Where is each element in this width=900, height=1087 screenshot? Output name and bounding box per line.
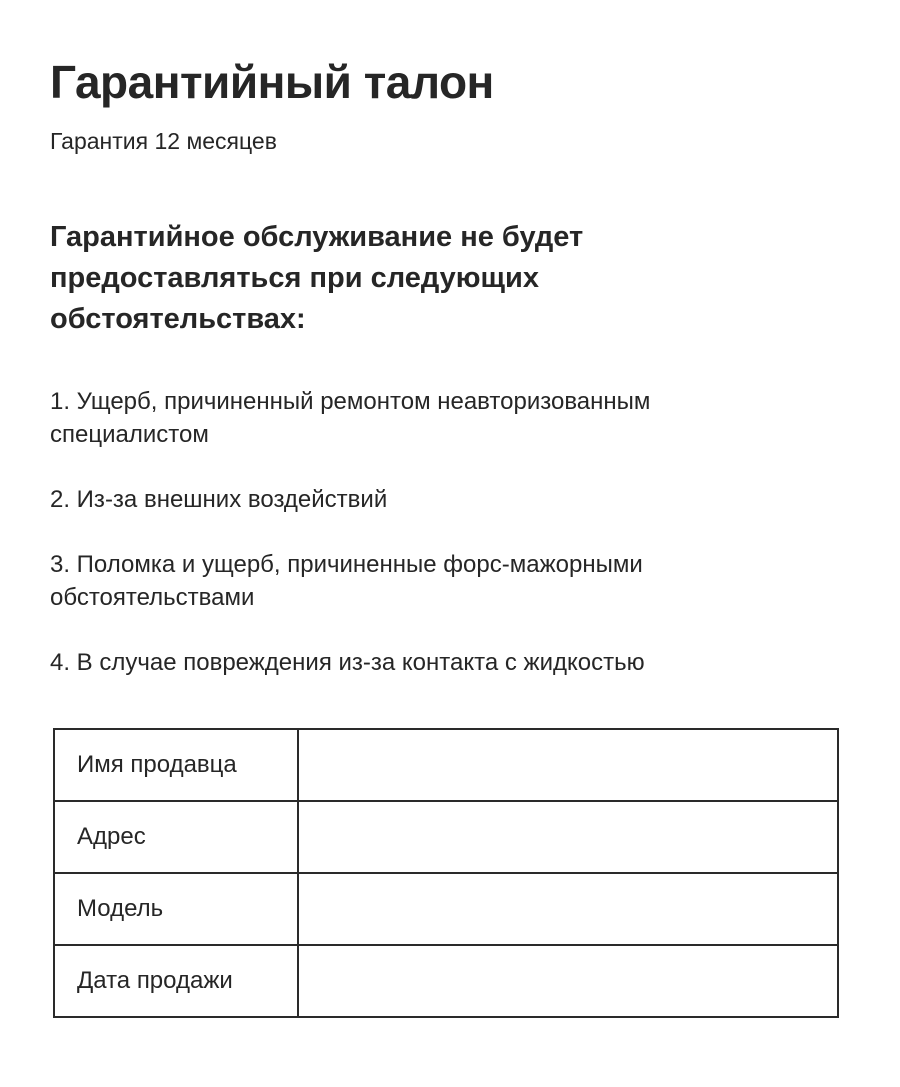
- exclusions-list: [50, 385, 850, 679]
- table-row: [54, 873, 838, 945]
- address-field[interactable]: [298, 801, 838, 873]
- exclusion-item: 2. Из-за внешних воздействий: [50, 486, 388, 513]
- table-row: [54, 945, 838, 1017]
- table-row: [54, 729, 838, 801]
- seller-name-label: Имя продавца: [54, 729, 298, 801]
- warranty-card: [50, 52, 850, 679]
- sale-info-table: [53, 728, 839, 1018]
- address-label: Адрес: [54, 801, 298, 873]
- warranty-period: Гарантия 12 месяцев: [50, 128, 277, 154]
- model-field[interactable]: [298, 873, 838, 945]
- model-label: Модель: [54, 873, 298, 945]
- page-title: Гарантийный талон: [50, 56, 494, 108]
- exclusion-item: 4. В случае повреждения из-за контакта с жидкостью: [50, 649, 645, 676]
- exclusions-heading: Гарантийное обслуживание не будет предоставляться при следующих обстоятельствах:: [50, 221, 584, 335]
- sale-date-field[interactable]: [298, 945, 838, 1017]
- exclusion-item: 3. Поломка и ущерб, причиненные форс-мажорными обстоятельствами: [50, 551, 643, 611]
- seller-name-field[interactable]: [298, 729, 838, 801]
- exclusion-item: 1. Ущерб, причиненный ремонтом неавторизованным специалистом: [50, 388, 651, 448]
- sale-date-label: Дата продажи: [54, 945, 298, 1017]
- table-row: [54, 801, 838, 873]
